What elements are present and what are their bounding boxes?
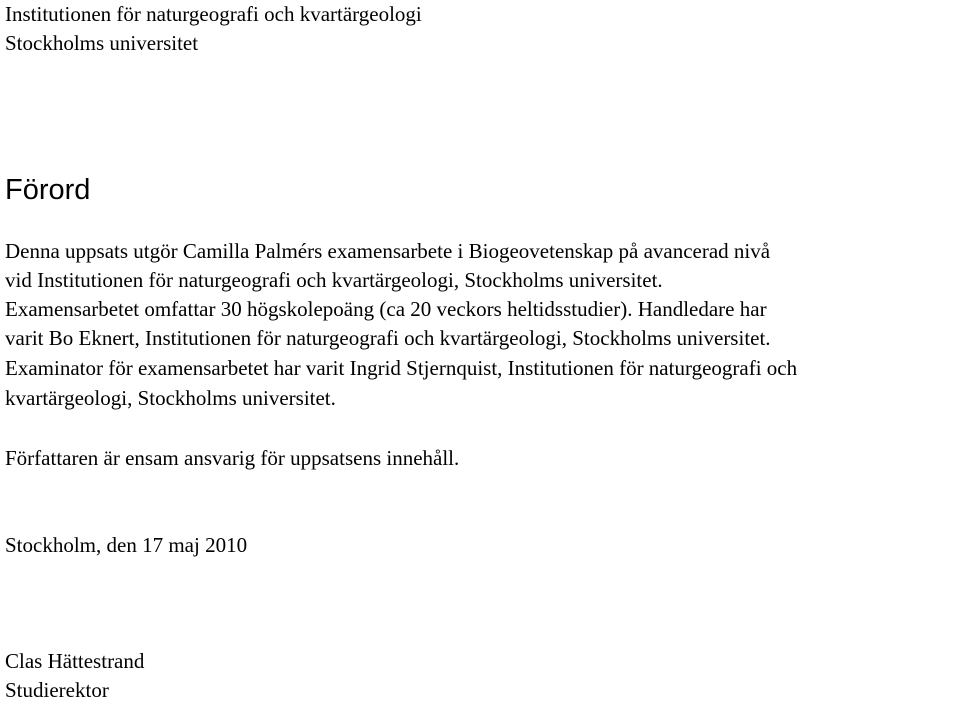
- header-institution: Institutionen för naturgeografi och kvartärgeologi: [5, 2, 422, 26]
- paragraph-line: kvartärgeologi, Stockholms universitet.: [5, 386, 336, 410]
- header-university: Stockholms universitet: [5, 31, 199, 55]
- paragraph-line: varit Bo Eknert, Institutionen för naturgeografi och kvartärgeologi, Stockholms universitet.: [5, 326, 771, 350]
- paragraph-line: Examinator för examensarbetet har varit Ingrid Stjernquist, Institutionen för naturgeografi och: [5, 356, 798, 380]
- paragraph-line: vid Institutionen för naturgeografi och kvartärgeologi, Stockholms universitet.: [5, 268, 663, 292]
- place-date: Stockholm, den 17 maj 2010: [5, 533, 248, 557]
- page-title: Förord: [5, 174, 91, 206]
- responsibility-statement: Författaren är ensam ansvarig för uppsatsens innehåll.: [5, 446, 460, 470]
- paragraph-line: Examensarbetet omfattar 30 högskolepoäng (ca 20 veckors heltidsstudier). Handledare har: [5, 297, 767, 321]
- signatory-role: Studierektor: [5, 678, 109, 702]
- signatory-name: Clas Hättestrand: [5, 649, 145, 673]
- paragraph-line: Denna uppsats utgör Camilla Palmérs examensarbete i Biogeovetenskap på avancerad nivå: [5, 239, 771, 263]
